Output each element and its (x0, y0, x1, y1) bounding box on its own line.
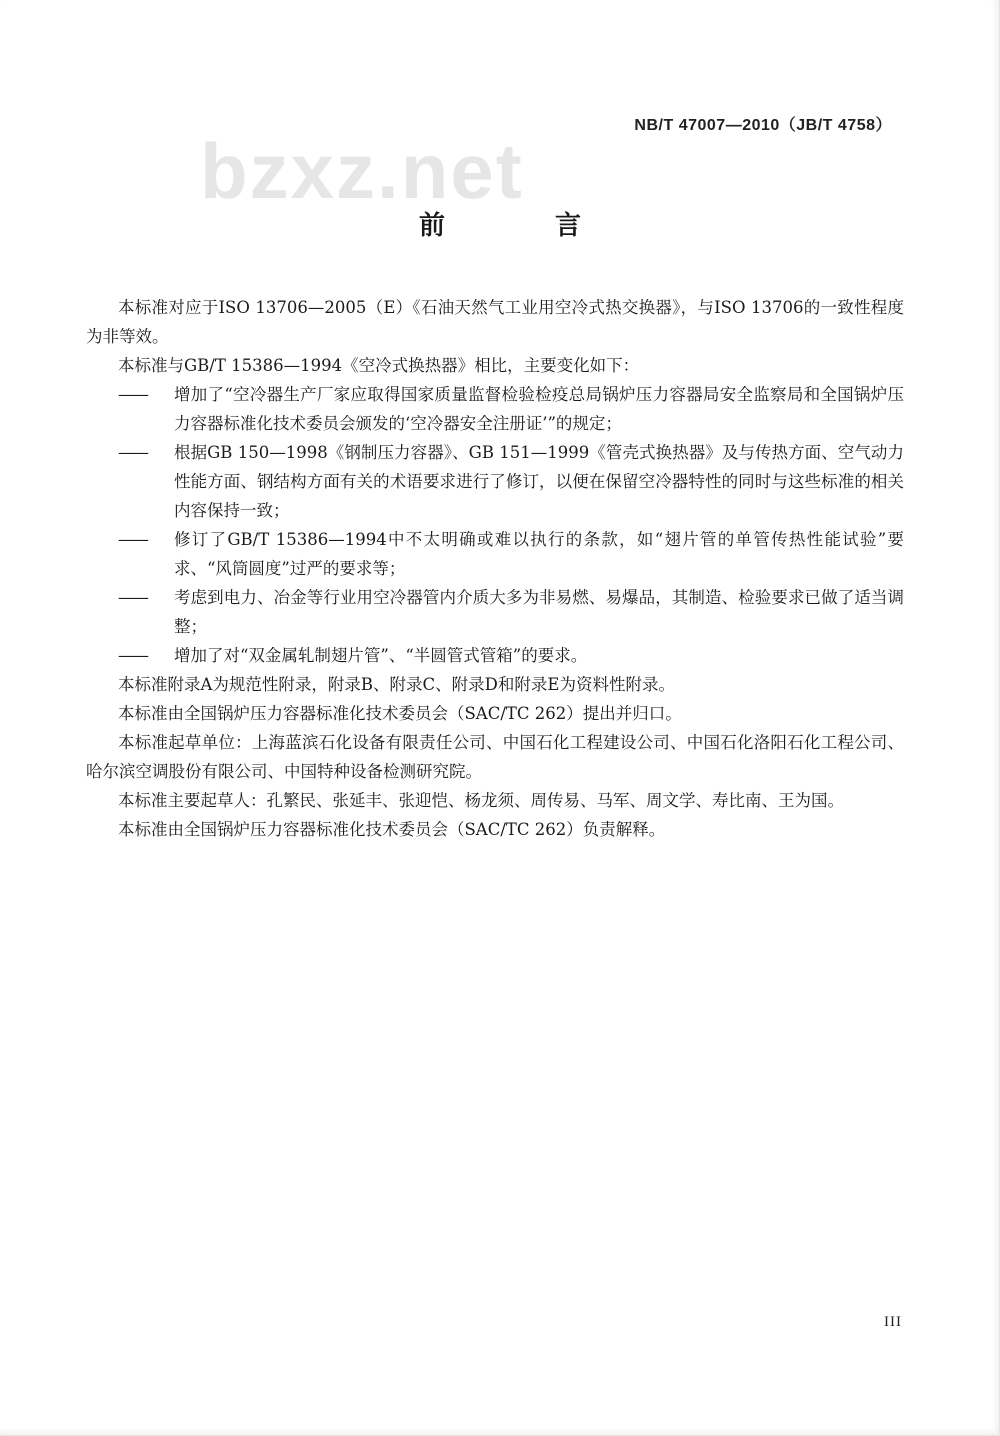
watermark: bzxz.net (200, 127, 524, 215)
interpretation-paragraph: 本标准由全国锅炉压力容器标准化技术委员会（SAC/TC 262）负责解释。 (118, 820, 666, 839)
dash-marker: —— (118, 588, 147, 607)
list-item-text: 考虑到电力、冶金等行业用空冷器管内介质大多为非易燃、易爆品，其制造、检验要求已做了适当调整； (174, 588, 904, 636)
list-item-text: 根据GB 150—1998《钢制压力容器》、GB 151—1999《管壳式换热器》及与传热方面、空气动力性能方面、钢结构方面有关的术语要求进行了修订，以便在保留空冷器特性的同时与这些标准的相关内容保持一致； (174, 443, 904, 520)
appendix-paragraph: 本标准附录A为规范性附录，附录B、附录C、附录D和附录E为资料性附录。 (118, 675, 675, 694)
drafters-paragraph: 本标准主要起草人：孔繁民、张延丰、张迎恺、杨龙须、周传易、马军、周文学、寿比南、王为国。 (118, 791, 844, 810)
dash-marker: —— (118, 385, 147, 404)
list-item (86, 641, 904, 670)
list-item (86, 525, 904, 583)
foreword-body (86, 293, 904, 844)
standard-code: NB/T 47007—2010（JB/T 4758） (634, 117, 892, 134)
proposer-paragraph: 本标准由全国锅炉压力容器标准化技术委员会（SAC/TC 262）提出并归口。 (118, 704, 682, 723)
dash-marker: —— (118, 443, 147, 462)
dash-marker: —— (118, 646, 147, 665)
page-title: 前 言 (418, 211, 623, 241)
dash-marker: —— (118, 530, 147, 549)
list-item-text: 增加了对“双金属轧制翅片管”、“半圆管式管箱”的要求。 (174, 646, 588, 665)
list-item (86, 583, 904, 641)
correspondence-paragraph: 本标准对应于ISO 13706—2005（E）《石油天然气工业用空冷式热交换器》，与ISO 13706的一致性程度为非等效。 (86, 298, 904, 346)
list-item-text: 增加了“空冷器生产厂家应取得国家质量监督检验检疫总局锅炉压力容器局安全监察局和全国锅炉压力容器标准化技术委员会颁发的‘空冷器安全注册证’”的规定； (174, 385, 904, 433)
page-number: III (884, 1314, 902, 1330)
list-item-text: 修订了GB/T 15386—1994中不太明确或难以执行的条款，如“翅片管的单管传热性能试验”要求、“风筒圆度”过严的要求等； (174, 530, 904, 578)
list-item (86, 380, 904, 438)
drafting-units-paragraph: 本标准起草单位：上海蓝滨石化设备有限责任公司、中国石化工程建设公司、中国石化洛阳石化工程公司、哈尔滨空调股份有限公司、中国特种设备检测研究院。 (86, 733, 904, 781)
list-item (86, 438, 904, 525)
changes-intro-paragraph: 本标准与GB/T 15386—1994《空冷式换热器》相比，主要变化如下： (118, 356, 640, 375)
